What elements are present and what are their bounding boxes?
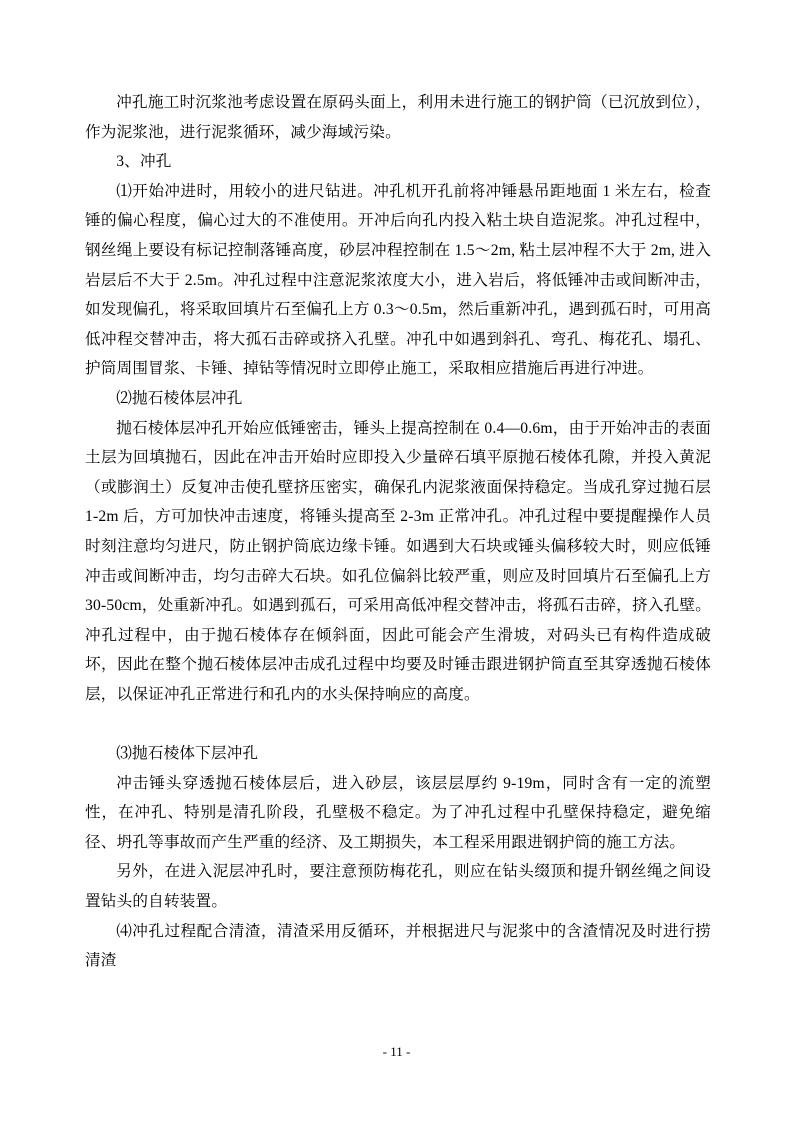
paragraph-riprap-layer-detail: 抛石棱体层冲孔开始应低锤密击，锤头上提高控制在 0.4—0.6m，由于开始冲击的表面土层为回填抛石，因此在冲击开始时应即投入少量碎石填平原抛石棱体孔隙，并投入黄泥（或膨润土）反复冲击使孔壁挤压密实，确保孔内泥浆液面保持稳定。当成孔穿过抛石层 1-2m 后，方可加快冲击速度，将锤头提高至 2-3m 正常冲孔。冲孔过程中要提醒操作人员时刻注意均匀进尺，防止钢护筒底边缘卡锤。如遇到大石块或锤头偏移较大时，则应低锤冲击或间断冲击，均匀击碎大石块。如孔位偏斜比较严重，则应及时回填片石至偏孔上方 30-50cm，处重新冲孔。如遇到孤石，可采用高低冲程交替冲击，将孤石击碎，挤入孔壁。冲孔过程中，由于抛石棱体存在倾斜面，因此可能会产生滑坡，对码头已有构件造成破坏，因此在整个抛石棱体层冲击成孔过程中均要及时锤击跟进钢护筒直至其穿透抛石棱体层，以保证冲孔正常进行和孔内的水头保持响应的高度。 (85, 419, 711, 703)
page-number: - 11 - (382, 1044, 411, 1059)
heading-section-3-chongkong: 3、冲孔 (116, 153, 172, 171)
heading-item-2-riprap-layer: ⑵抛石棱体层冲孔 (116, 389, 243, 407)
document-body (85, 88, 711, 976)
paragraph-slurry-pool: 冲孔施工时沉浆池考虑设置在原码头面上，利用未进行施工的钢护筒（已沉放到位），作为泥浆池，进行泥浆循环，减少海域污染。 (85, 94, 711, 141)
paragraph-mud-layer-note: 另外，在进入泥层冲孔时，要注意预防梅花孔，则应在钻头缀顶和提升钢丝绳之间设置钻头的自转装置。 (85, 863, 711, 911)
paragraph-sand-layer: 冲击锤头穿透抛石棱体层后，进入砂层，该层层厚约 9-19m，同时含有一定的流塑性，在冲孔、特别是清孔阶段，孔壁极不稳定。为了冲孔过程中孔壁保持稳定，避免缩径、坍孔等事故而产生严重的经济、及工期损失，本工程采用跟进钢护筒的施工方法。 (85, 774, 711, 851)
paragraph-item-1-drilling-start: ⑴开始冲进时，用较小的进尺钻进。冲孔机开孔前将冲锤悬吊距地面 1 米左右，检查锤的偏心程度，偏心过大的不准使用。开冲后向孔内投入粘土块自造泥浆。冲孔过程中，钢丝绳上要设有标记控制落锤高度，砂层冲程控制在 1.5～2m, 粘土层冲程不大于 2m, 进入岩层后不大于 2.5m。冲孔过程中注意泥浆浓度大小，进入岩后，将低锤冲击或间断冲击，如发现偏孔，将采取回填片石至偏孔上方 0.3～0.5m，然后重新冲孔，遇到孤石时，可用高低冲程交替冲击，将大孤石击碎或挤入孔壁。冲孔中如遇到斜孔、弯孔、梅花孔、塌孔、护筒周围冒浆、卡锤、掉钻等情况时立即停止施工，采取相应措施后再进行冲进。 (85, 182, 712, 378)
heading-item-3-below-riprap: ⑶抛石棱体下层冲孔 (116, 745, 259, 763)
paragraph-item-4-slag-removal: ⑷冲孔过程配合清渣，清渣采用反循环，并根据进尺与泥浆中的含渣情况及时进行捞清渣 (85, 922, 711, 970)
